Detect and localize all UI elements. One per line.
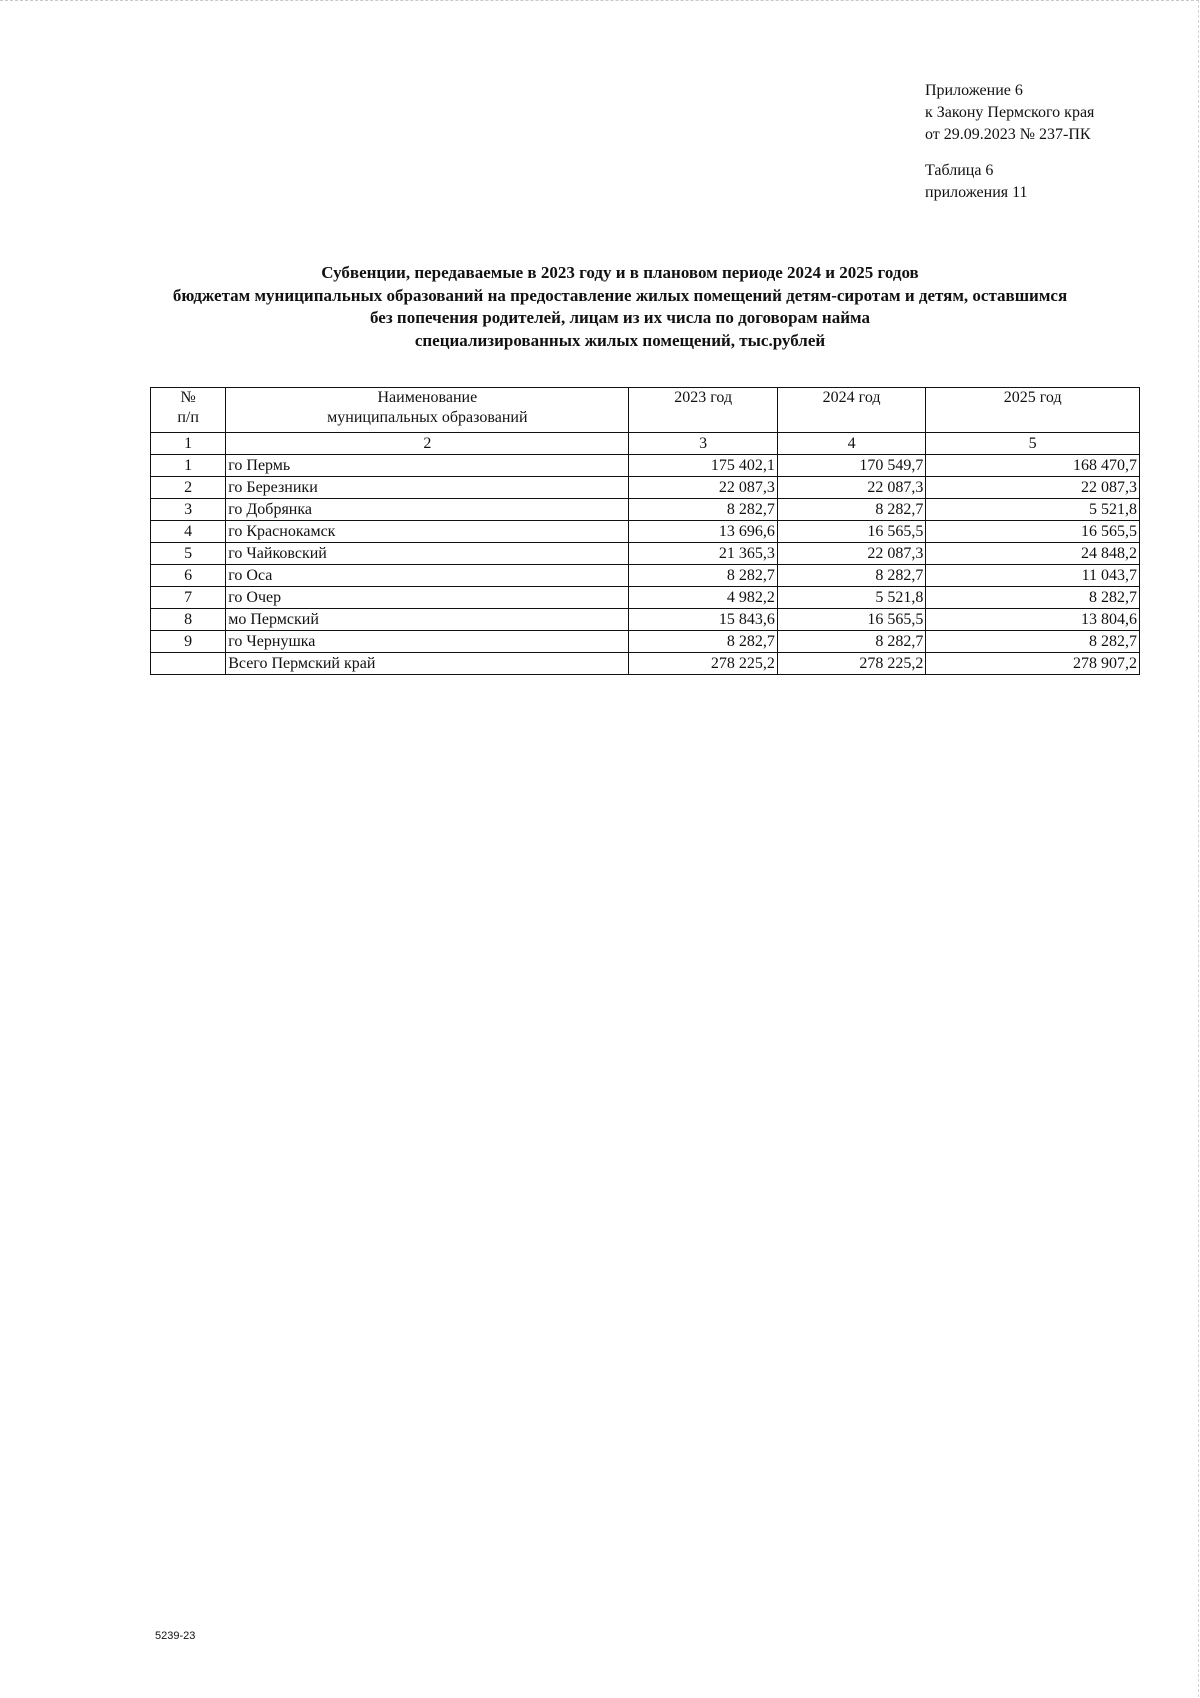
annex-reference <box>925 80 1094 204</box>
total-number <box>151 653 226 675</box>
table-ref-line-2: приложения 11 <box>925 184 1028 201</box>
value-2023: 22 087,3 <box>629 477 777 499</box>
municipality-name: го Добрянка <box>226 499 629 521</box>
municipality-name: мо Пермский <box>226 609 629 631</box>
value-2024: 16 565,5 <box>777 609 925 631</box>
value-2024: 22 087,3 <box>777 477 925 499</box>
value-2024: 170 549,7 <box>777 455 925 477</box>
row-number: 9 <box>151 631 226 653</box>
table-row <box>151 587 1140 609</box>
table-row <box>151 609 1140 631</box>
value-2024: 5 521,8 <box>777 587 925 609</box>
annex-line-3: от 29.09.2023 № 237-ПК <box>925 126 1091 143</box>
row-number: 3 <box>151 499 226 521</box>
subventions-table <box>150 387 1140 675</box>
table-row <box>151 455 1140 477</box>
municipality-name: го Чернушка <box>226 631 629 653</box>
value-2024: 22 087,3 <box>777 543 925 565</box>
total-2025: 278 907,2 <box>926 653 1140 675</box>
table-row <box>151 477 1140 499</box>
column-index: 5 <box>926 433 1140 455</box>
municipality-name: го Очер <box>226 587 629 609</box>
value-2024: 8 282,7 <box>777 631 925 653</box>
total-label: Всего Пермский край <box>226 653 629 675</box>
table-ref-line-1: Таблица 6 <box>925 162 994 179</box>
municipality-name: го Березники <box>226 477 629 499</box>
value-2023: 8 282,7 <box>629 565 777 587</box>
header-num-line-2: п/п <box>177 409 199 426</box>
value-2024: 8 282,7 <box>777 565 925 587</box>
value-2025: 8 282,7 <box>926 587 1140 609</box>
value-2024: 16 565,5 <box>777 521 925 543</box>
value-2023: 175 402,1 <box>629 455 777 477</box>
municipality-name: го Краснокамск <box>226 521 629 543</box>
value-2025: 8 282,7 <box>926 631 1140 653</box>
table-row <box>151 565 1140 587</box>
municipality-name: го Пермь <box>226 455 629 477</box>
title-line-2: бюджетам муниципальных образований на предоставление жилых помещений детям-сиротам и детям, оставшимся <box>172 285 1068 305</box>
header-2025: 2025 год <box>926 388 1140 433</box>
row-number: 1 <box>151 455 226 477</box>
title-line-3: без попечения родителей, лицам из их числа по договорам найма <box>370 308 870 327</box>
header-2024: 2024 год <box>777 388 925 433</box>
value-2023: 8 282,7 <box>629 499 777 521</box>
total-row <box>151 653 1140 675</box>
value-2023: 21 365,3 <box>629 543 777 565</box>
municipality-name: го Чайковский <box>226 543 629 565</box>
header-name-line-1: Наименование <box>377 389 478 406</box>
row-number: 6 <box>151 565 226 587</box>
row-number: 7 <box>151 587 226 609</box>
header-num <box>151 388 226 433</box>
total-2023: 278 225,2 <box>629 653 777 675</box>
value-2025: 24 848,2 <box>926 543 1140 565</box>
value-2025: 16 565,5 <box>926 521 1140 543</box>
value-2025: 168 470,7 <box>926 455 1140 477</box>
header-name-line-2: муниципальных образований <box>327 409 528 426</box>
value-2023: 8 282,7 <box>629 631 777 653</box>
value-2025: 22 087,3 <box>926 477 1140 499</box>
value-2025: 11 043,7 <box>926 565 1140 587</box>
total-2024: 278 225,2 <box>777 653 925 675</box>
document-title <box>120 262 1120 352</box>
row-number: 8 <box>151 609 226 631</box>
value-2023: 13 696,6 <box>629 521 777 543</box>
title-line-4: специализированных жилых помещений, тыс.рублей <box>414 330 826 350</box>
column-index: 2 <box>226 433 629 455</box>
value-2023: 15 843,6 <box>629 609 777 631</box>
table-row <box>151 521 1140 543</box>
header-2023: 2023 год <box>629 388 777 433</box>
header-num-line-1: № <box>180 389 196 406</box>
header-row <box>151 388 1140 433</box>
value-2025: 13 804,6 <box>926 609 1140 631</box>
row-number: 4 <box>151 521 226 543</box>
table-row <box>151 499 1140 521</box>
value-2025: 5 521,8 <box>926 499 1140 521</box>
row-number: 5 <box>151 543 226 565</box>
column-index: 3 <box>629 433 777 455</box>
header-name <box>226 388 629 433</box>
document-code: 5239-23 <box>155 1630 196 1642</box>
annex-line-1: Приложение 6 <box>925 82 1023 99</box>
title-line-1: Субвенции, передаваемые в 2023 году и в плановом периоде 2024 и 2025 годов <box>321 263 919 282</box>
column-index: 4 <box>777 433 925 455</box>
municipality-name: го Оса <box>226 565 629 587</box>
value-2024: 8 282,7 <box>777 499 925 521</box>
column-index-row <box>151 433 1140 455</box>
column-index: 1 <box>151 433 226 455</box>
row-number: 2 <box>151 477 226 499</box>
value-2023: 4 982,2 <box>629 587 777 609</box>
table-row <box>151 631 1140 653</box>
annex-line-2: к Закону Пермского края <box>925 104 1095 121</box>
table-row <box>151 543 1140 565</box>
